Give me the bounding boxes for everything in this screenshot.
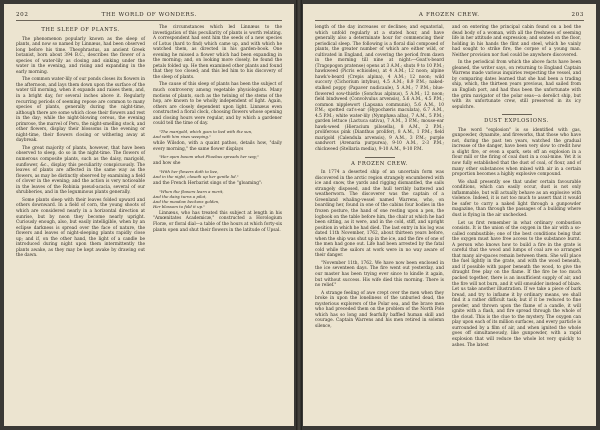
paragraph: We shall presently see that under certain favourable conditions, which can easily occur, dust is not only inflammable, but will actually behave as an explosive with violence. Indeed, it is not too much to assert that it would be safer to carry a naked light through a gunpowder magazine, than through the passages of a building where dust is flying in the air unchecked. [452, 179, 581, 218]
article-title: DUST EXPLOSIONS. [484, 118, 549, 125]
right-page [303, 4, 596, 426]
paragraph: A strange feeling of awe crept over the men when they broke in upon the loneliness of the unburied dead, the mysterious explorers of the Polar sea, and the brave men who had preceded them on the problem of the North Pole which has so long and fearfully baffled human skill and courage. Captain Warrens and his men retired in solemn silence, [315, 290, 444, 329]
paragraph: The phenomenon popularly known as the sleep of plants, and now so named by Linnæus, had been observed long before his time. Theophrastus, an ancient Greek botanist, born about 394 B.C., describes the flower of a species of water-lily as closing and sinking under the water in the evening, and rising and expanding in the early morning. [16, 36, 145, 75]
left-page [4, 4, 294, 426]
paragraph: Linnæus, who has treated this subject at length in his "Amœnitates Academicæ," constructed a Horologium Floræ, or floral dial—a table of the hours at which forty-six plants open and shut their flowers in the latitude of Upsal. [153, 210, 282, 233]
paragraph: and how she [153, 161, 181, 167]
column-2 [153, 25, 282, 261]
verse-quote: "Her open bosom what Phoebus spreads her way;" [159, 154, 260, 160]
article-title: A FROZEN CREW. [351, 160, 408, 167]
text-columns [16, 25, 282, 261]
section-divider [365, 157, 395, 158]
running-title: A FROZEN CREW. [418, 12, 480, 18]
running-title: THE WORLD OF WONDERS. [101, 12, 197, 18]
page-number: 203 [571, 12, 584, 18]
paragraph: while Wilsdon, with a quaint pathos, details how, "daily every morning," the same flower displays [153, 141, 282, 152]
running-head [16, 12, 282, 21]
column-1 [16, 25, 145, 261]
column-1 [315, 25, 444, 350]
column-2 [452, 25, 581, 350]
paragraph: The circumstances which led Linnæus to the investigation of this peculiarity of plants is worth relating. A correspondent had sent him the seeds of a new species of Lotus (hard to find) which came up, and with which he watched them, as directed in his garden-book. One evening he missed a flower which had been expanding in the morning; and, on looking more closely, he found the petals folded up. He then examined other plants and found that they too closed; and this led him to his discovery of the sleep of plants. [153, 25, 282, 80]
running-head [315, 12, 584, 21]
paragraph: The common water-lily of our ponds closes its flowers in the afternoon, and lays them down upon the surface of the water till morning, when it expands and raises them, and, in a bright day, for several inches above it. Regularly recurring periods of seeming repose are common to many species of plants, generally during the night-time, although there are some which close their flowers and rest in the day; while the night-blowing cereus, the evening primrose, the marvel of Peru, the night-smelling stock, and other flowers, display their blossoms in the evening or night-time, their flowers closing or withering away at daybreak. [16, 77, 145, 144]
paragraph: The word "explosion" is so identified with gas, gunpowder, dynamite, and fireworks, that those who have not, during the past ten years, watched the gradual increase of the danger, have been very slow to credit how a slight fire, or even a spark, sets off an explosion in a flour mill or the firing of coal dust in a coal-mine. Yet it is now fully established that the dust of coal, of flour, and of many other substances when mixed with air in a certain proportion becomes a highly explosive compound. [452, 127, 581, 178]
paragraph: In the periodical from which the above facts have been gleaned, the writer says, on returning to England Captain Warrens made various inquiries respecting the vessel, and by comparing dates learned that she had been a trading ship, which, the thirteen years previous, had sailed from an English port, and had thus been the unfortunate with the grim navigator of the polar seas—a derelict ship, but with its unfortunate crew, still preserved in its icy sepulchre. [452, 60, 581, 110]
paragraph: and on entering the principal cabin found on a bed the dead body of a woman, with all the freshness of seeming life in her attitude and expression; and seated on the floor, holding in his hands the flint and steel, which he vainly had sought to strike fire, the corpse of a young man. Neither provision nor fuel could be anywhere discovered. [452, 25, 581, 58]
verse-quote: "When the flowers learn a merit, And the daisy turns a pilot, And the meadow beckons golden, Her blossom to fold it up." [153, 188, 224, 209]
article-title: THE SLEEP OF PLANTS. [41, 27, 120, 33]
paragraph: The cause of this sleep of plants has been the subject of much controversy among vegetable physiologists. Many motions of plants, such as the twining of the stems of the hop, are known to be wholly independent of light. Again, others are closely dependent upon light. Linnæus even constructed a floral clock, choosing flowers whose opening and closing hours were regular, and by which a gardener could tell the time of day. [153, 82, 282, 127]
verse-quote: "With her flowers doth to bee, And in the night, closeth up her gentle lid." [153, 168, 239, 179]
paragraph: and the French Herbarist sings of the "gloaming": [153, 180, 263, 186]
paragraph: In 1774 a deserted ship of an uncertain form was discovered in the arctic region strangely encumbered with ice and snow, the yards and rigging dismantled, the sails strangely disposed, and the hull terribly battered and weatherworn. The discoverer was the captain of a Greenland whaling-vessel named Warrens, who, on boarding her, found in one of the cabins four bodies in the frozen posture, the hand of one resting upon a pen, the logbook on the table before him, the chair at which he had been sitting, as it were, and in the cold, stiff, and upright position in which he had died. The last entry in his log was dated 11th November, 1762, about thirteen years before, when the ship was shut up in the ice, and the fire of one of the men had gone out. Life had been arrested by the fatal cold while the sailors at work were in no way aware of their danger. [315, 170, 444, 259]
book-gutter [296, 0, 302, 430]
verse-quote: "The marigold, which goes to bed with the sun, And with him rises weeping." [153, 128, 253, 139]
paragraph: Some plants sleep with their leaves folded upward and others downward. In a field of corn, the young shoots of which are considered nearly in a horizontal direction at sunrise, but by noon they become nearly upright. Curiously enough, also, but easily intelligible, when by an eclipse darkness is spread over the face of nature, the flowers and leaves of night-sleeping plants rapidly close up; and if, on the other hand, the light of a candle be introduced during night upon them intermittently the plants awake, as they may be kept awake by drawing out the dawn. [16, 197, 145, 259]
text-columns [315, 25, 584, 350]
page-number: 202 [16, 12, 29, 18]
paragraph: "November 11th, 1762. We have now been enclosed in the ice seventeen days. The fire went out yesterday, and our master has been trying ever since to kindle it again, but without success. His wife died this morning. There is no relief." [315, 260, 444, 289]
section-divider [502, 114, 532, 115]
paragraph: Let us first remember in what ordinary combustion consists. It is the union of the oxygen in the air with a so-called combustible; one of the best conditions being that the oxygen must have free access to the substance burnt. A person who knows how to build a fire in the grate is careful that the wood and lumps of coal are so arranged that many air-spaces remain between them. She will place the fuel lightly in the grate, and with the wood beneath, and if possible with paper beneath the wood, to give the draught free play on the flame. If the fire be too much packed together, there is an insufficient supply of air, and the fire will not burn, and it will smoulder instead of blaze. Let us take another illustration. If we take a piece of bark bread, and try to inflame it by ordinary means, we shall find it a rather difficult task; but if it be reduced to fine powder, and thrown upon the flame of a candle, it will ignite with a flash, and fire spread through the whole of the cloud. This is the clue to the mystery. The oxygen can play upon each of its million surfaces, and every particle is surrounded by a film of air, and when ignited the whole goes off simultaneously, like gunpowder, with a rapid explosion that will reduce the whole lot very quickly to ashes. The latest [452, 220, 581, 348]
paragraph: The great majority of plants, however, that have been observed to sleep, do so in the night-time. The flowers of numerous composite plants, such as the daisy, marigold, sunflower, &c., display this peculiarity conspicuously. The leaves of plants are affected in the same way as the flowers, as may be distinctly observed by examining a field of clover in the evening; and the action is very noticeable in the leaves of the Robinia pseud-acacia, several of our shrubberies, and in the leguminous plants generally. [16, 145, 145, 196]
paragraph: length of the day increases or declines; and equatorial, which unfold regularly at a stated hour, and have generally also a determinate hour for commencing their periodical sleep. The following is a floral dial composed of plants, the greater number of which are either wild, or cultivated in England, and covering the period from dawn in the morning till nine at night:—Goat's-beard (Tragopogon pratense) opens at 3 A.M.; shuts 9 to 10 P.M.; hawkweed (Picris echioides), at 4 A.M.; 12 noon; alpine hawk's-beard (Crepis alpina), 4 A.M.; 12 noon; wild succory (Cichorium intybus), 4.5 A.M.; 8.9 P.M.; naked-stalked poppy (Papaver nudicaule), 5 A.M.; 7 P.M.; blue-flowered sow-thistle (Sonchus alpinus), 5 A.M.; 12 noon; field bindweed (Convolvulus arvensis), 5.6 A.M., 4.5 P.M.; common nipplewort (Lapsana communis), 5.6 A.M., 10 P.M.; spotted cat's-ear (Hypochæris maculata), 6.7 A.M., 4.5 P.M.; white water-lily (Nymphæa alba), 7 A.M., 5 P.M.; garden lettuce (Lactuca sativa), 7 A.M., 3 P.M.; mouse-ear hawk-weed (Hieracium pilosella), 8 A.M., 2 P.M.; proliferous pink (Dianthus prolifer), 8 A.M., 1 P.M.; field marigold (Calendula arvensis), 9 A.M., 3 P.M.; purple sandwort (Arenaria purpurea), 9-10 A.M., 2-3 P.M.; chickweed (Stellaria media), 9-10 A.M., 9-10 P.M. [315, 25, 444, 153]
